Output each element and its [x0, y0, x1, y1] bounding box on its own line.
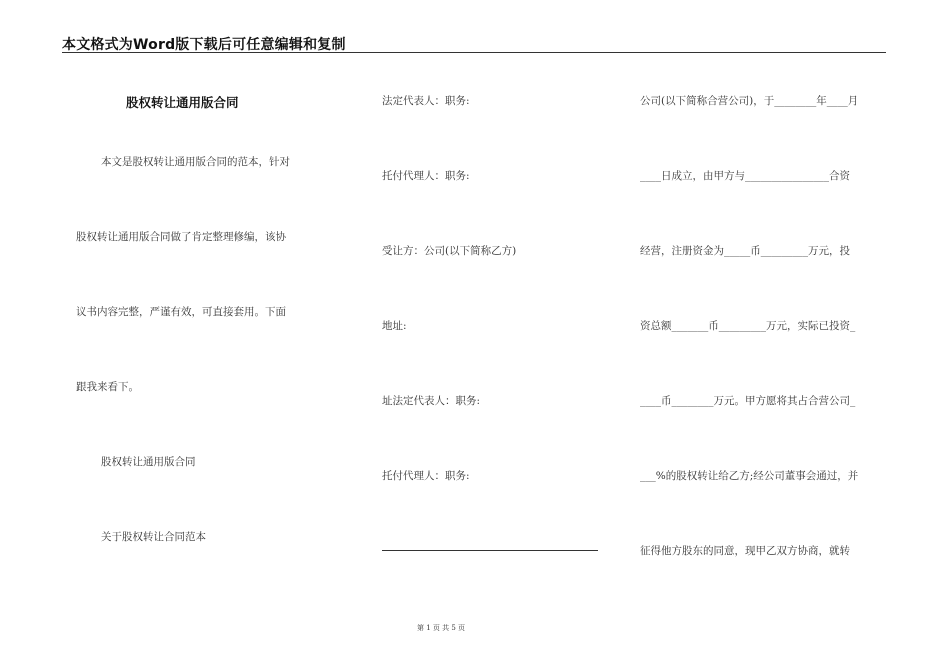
paragraph-line: 跟我来看下。: [76, 381, 139, 393]
form-line: 地址:: [382, 320, 407, 332]
form-line: 托付代理人：职务:: [382, 470, 470, 482]
section-heading: 关于股权转让合同范本: [101, 531, 206, 543]
paragraph-line: 本文是股权转让通用版合同的范本，针对: [101, 156, 290, 168]
paragraph-line: 征得他方股东的同意，现甲乙双方协商，就转: [640, 545, 850, 557]
form-line: 法定代表人：职务:: [382, 95, 470, 107]
section-heading: 股权转让通用版合同: [101, 456, 196, 468]
page-number: 第 1 页 共 5 页: [416, 624, 466, 632]
form-line: 受让方：公司(以下简称乙方): [382, 245, 517, 257]
blank-underline: [382, 550, 598, 551]
paragraph-line: 经营，注册资金为_____币_________万元，投: [640, 245, 850, 257]
header-divider: [62, 52, 886, 53]
form-line: 托付代理人：职务:: [382, 170, 470, 182]
document-header: 本文格式为Word版下载后可任意编辑和复制: [62, 37, 346, 53]
paragraph-line: 公司(以下简称合营公司)，于________年____月: [640, 95, 859, 107]
paragraph-line: ____日成立，由甲方与________________合资: [640, 170, 850, 182]
paragraph-line: 股权转让通用版合同做了肯定整理修编，该协: [76, 231, 286, 243]
paragraph-line: ____币________万元。甲方愿将其占合营公司_: [640, 395, 856, 407]
paragraph-line: 议书内容完整，严谨有效，可直接套用。下面: [76, 306, 286, 318]
contract-title: 股权转让通用版合同: [126, 95, 239, 110]
form-line: 址法定代表人：职务:: [382, 395, 481, 407]
paragraph-line: 资总额_______币_________万元，实际已投资_: [640, 320, 856, 332]
paragraph-line: ___%的股权转让给乙方;经公司董事会通过，并: [640, 470, 859, 482]
